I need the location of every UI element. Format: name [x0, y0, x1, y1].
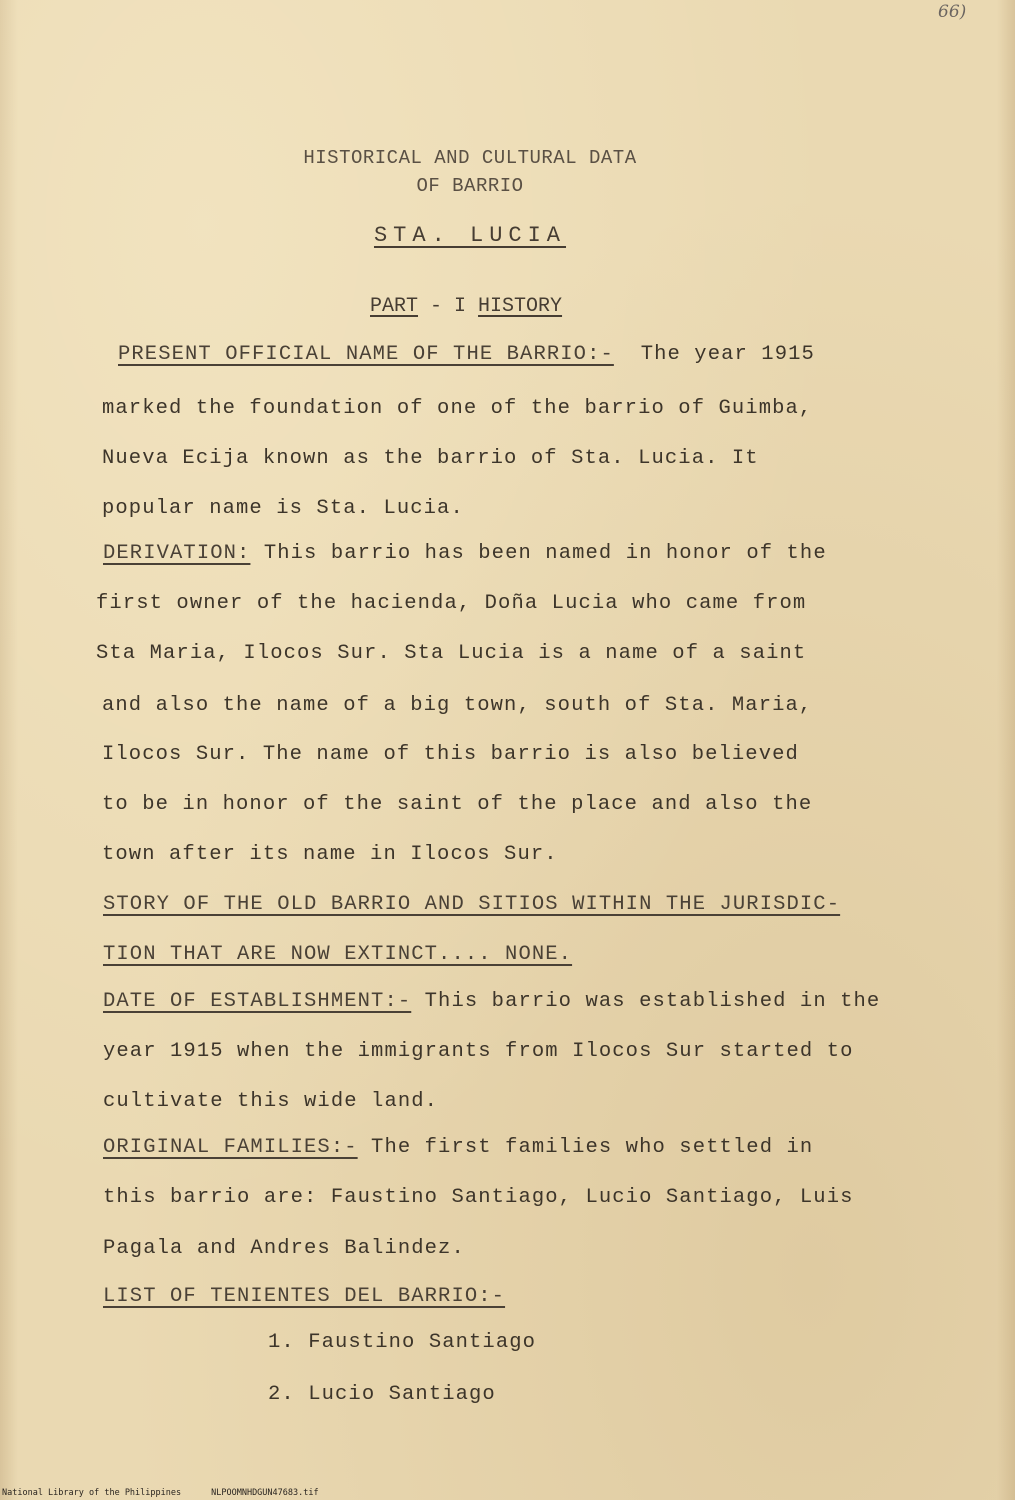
- part-title: HISTORY: [478, 295, 563, 318]
- section-text: to be in honor of the saint of the place and also the: [102, 793, 813, 816]
- section-text: town after its name in Ilocos Sur.: [102, 843, 558, 866]
- families-label: ORIGINAL FAMILIES:-: [103, 1136, 358, 1159]
- file-name: NLPOOMNHDGUN47683.tif: [211, 1488, 319, 1498]
- story-label-cont: TION THAT ARE NOW EXTINCT.... NONE.: [103, 943, 573, 966]
- section-text: The year 1915: [640, 343, 815, 366]
- section-text: this barrio are: Faustino Santiago, Lucio Santiago, Luis: [103, 1186, 854, 1209]
- section-text: and also the name of a big town, south of Sta. Maria,: [102, 694, 813, 717]
- library-credit: National Library of the Philippines: [2, 1488, 182, 1498]
- page-number-mark: 66): [938, 2, 967, 22]
- part-separator: - I: [418, 295, 479, 318]
- section-text: This barrio was established in the: [424, 990, 881, 1013]
- section-text: first owner of the hacienda, Doña Lucia who came from: [96, 592, 807, 615]
- document-subtitle: OF BARRIO: [416, 175, 524, 197]
- derivation-line: [103, 542, 827, 565]
- section-text: cultivate this wide land.: [103, 1090, 439, 1113]
- scan-footer: [2, 1488, 319, 1498]
- document-title: HISTORICAL AND CULTURAL DATA: [303, 147, 637, 169]
- official-name-line: [118, 343, 815, 366]
- part-heading: [370, 295, 562, 318]
- families-line: [103, 1136, 813, 1159]
- section-text: Ilocos Sur. The name of this barrio is also believed: [102, 743, 799, 766]
- list-item: 1. Faustino Santiago: [268, 1331, 537, 1354]
- tenientes-label: LIST OF TENIENTES DEL BARRIO:-: [103, 1285, 506, 1308]
- section-text: year 1915 when the immigrants from Ilocos Sur started to: [103, 1040, 854, 1063]
- barrio-name: STA. LUCIA: [373, 223, 567, 248]
- list-item: 2. Lucio Santiago: [268, 1383, 496, 1406]
- section-text: Nueva Ecija known as the barrio of Sta. Lucia. It: [102, 447, 759, 470]
- section-text: popular name is Sta. Lucia.: [102, 497, 464, 520]
- establishment-line: [103, 990, 880, 1013]
- part-label: PART: [370, 295, 419, 318]
- section-text: Pagala and Andres Balindez.: [103, 1237, 465, 1260]
- establishment-label: DATE OF ESTABLISHMENT:-: [103, 990, 412, 1013]
- story-label: STORY OF THE OLD BARRIO AND SITIOS WITHIN THE JURISDIC-: [103, 893, 841, 916]
- section-text: marked the foundation of one of the barrio of Guimba,: [102, 397, 813, 420]
- section-text: This barrio has been named in honor of the: [263, 542, 827, 565]
- section-text: The first families who settled in: [371, 1136, 814, 1159]
- official-name-label: PRESENT OFFICIAL NAME OF THE BARRIO:-: [118, 343, 614, 366]
- section-text: Sta Maria, Ilocos Sur. Sta Lucia is a name of a saint: [96, 642, 807, 665]
- derivation-label: DERIVATION:: [103, 542, 251, 565]
